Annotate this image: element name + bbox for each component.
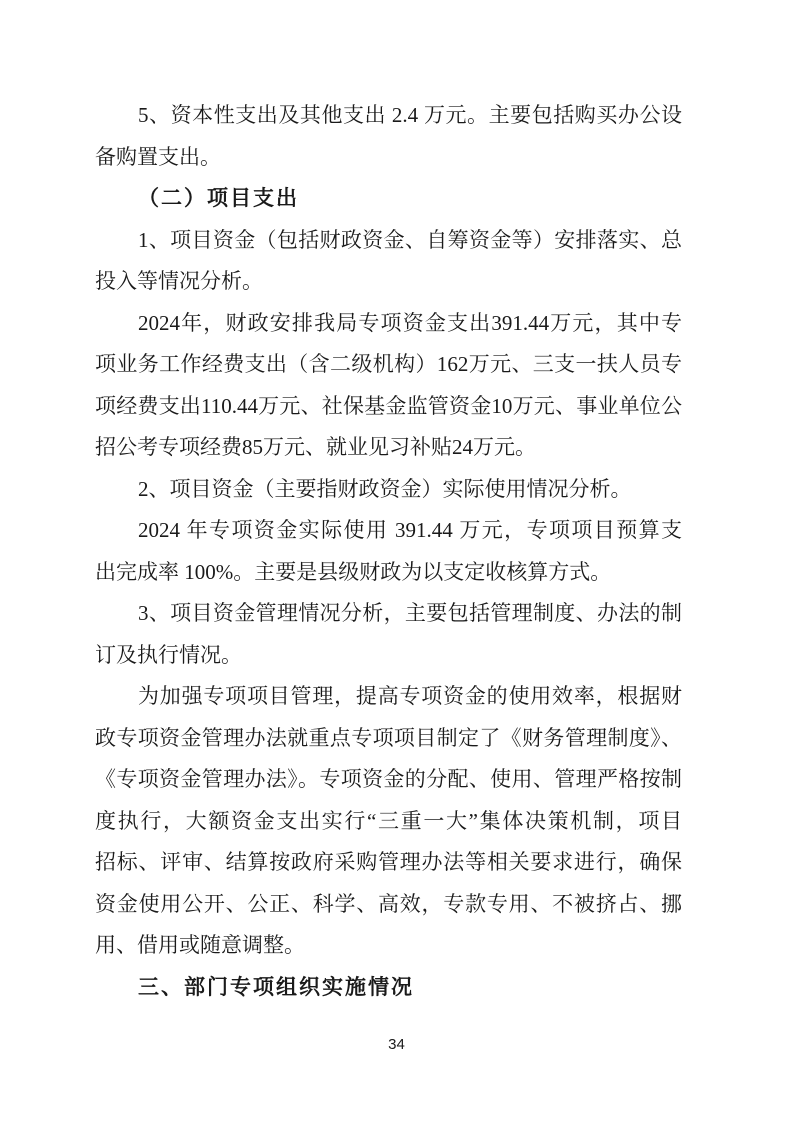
text-line: 政专项资金管理办法就重点专项项目制定了《财务管理制度》、 [95,725,682,750]
text-line: 为加强专项项目管理，提高专项资金的使用效率，根据财 [138,684,682,708]
text-line: 度执行，大额资金支出实行“三重一大”集体决策机制，项目 [95,808,682,833]
text-line: 《专项资金管理办法》。专项资金的分配、使用、管理严格按制 [95,767,682,791]
text-line: 项业务工作经费支出（含二级机构）162万元、三支一扶人员专 [95,352,682,376]
text-line: 备购置支出。 [95,144,221,169]
paragraph [95,510,682,593]
text-line: 出完成率 100%。主要是县级财政为以支定收核算方式。 [95,559,612,584]
section-heading [95,178,682,220]
paragraphs [95,95,682,1008]
text-line: 5、资本性支出及其他支出 2.4 万元。主要包括购买办公设 [138,103,682,127]
text-line: 用、借用或随意调整。 [95,933,305,957]
text-line: 3、项目资金管理情况分析，主要包括管理制度、办法的制 [138,601,682,625]
text-line: 资金使用公开、公正、科学、高效，专款专用、不被挤占、挪 [95,891,682,916]
text-line: 招公考专项经费85万元、就业见习补贴24万元。 [95,435,536,459]
text-line: 订及执行情况。 [95,642,242,667]
text-line: 三、部门专项组织实施情况 [138,974,414,999]
section-heading [95,967,682,1009]
text-line: 投入等情况分析。 [95,269,263,293]
paragraph [95,95,682,178]
paragraph [95,220,682,303]
text-line: 招标、评审、结算按政府采购管理办法等相关要求进行，确保 [95,850,682,874]
paragraph [95,676,682,967]
text-line: 2024年，财政安排我局专项资金支出391.44万元，其中专 [138,310,682,335]
text-line: 2、项目资金（主要指财政资金）实际使用情况分析。 [138,476,632,501]
text-line: 2024 年专项资金实际使用 391.44 万元，专项项目预算支 [138,518,682,542]
page-number: 34 [388,1036,405,1053]
paragraph [95,593,682,676]
paragraph [95,469,682,511]
paragraph [95,303,682,469]
text-line: 项经费支出110.44万元、社保基金监管资金10万元、事业单位公 [95,393,682,418]
text-line: （二）项目支出 [138,186,299,210]
text-line: 1、项目资金（包括财政资金、自筹资金等）安排落实、总 [138,227,682,252]
